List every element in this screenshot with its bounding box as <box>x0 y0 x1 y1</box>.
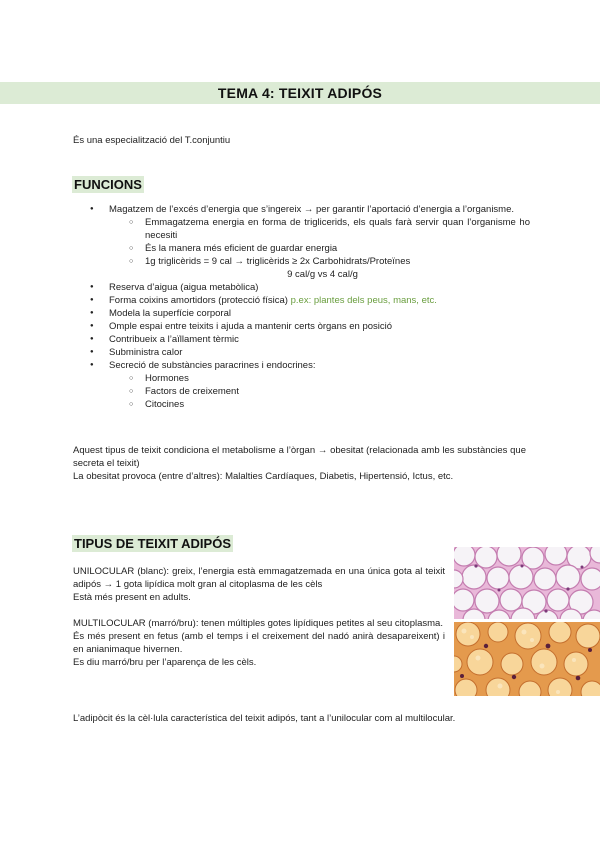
list-item: ● Forma coixins amortidors (protecció física) p.ex: plantes dels peus, mans, etc. <box>90 294 530 307</box>
multilocular-micrograph-image <box>454 622 600 696</box>
list-item: ● Reserva d’aigua (aigua metabòlica) <box>90 281 530 294</box>
sub-list <box>109 216 530 281</box>
sub-list-item: ○ Citocines <box>109 398 530 411</box>
sub-list-item: ○ 1g triglicèrids = 9 cal → triglicèrids ≥ 2x Carbohidrats/Proteïnes 9 cal/g vs 4 cal/g <box>109 255 530 281</box>
page-title: TEMA 4: TEIXIT ADIPÓS <box>0 82 600 104</box>
funcions-heading: FUNCIONS <box>74 177 142 192</box>
list-item: ● Contribueix a l’aïllament tèrmic <box>90 333 530 346</box>
metabolisme-paragraph: Aquest tipus de teixit condiciona el metabolisme a l’òrgan → obesitat (relacionada amb les substàncies que secreta el teixit) La obesitat provoca (entre d’altres): Malalties Cardíaques, Diabetis, Hipertensió, Ictus, etc. <box>73 445 526 482</box>
example-text: p.ex: plantes dels peus, mans, etc. <box>290 295 437 306</box>
list-item: ● Subministra calor <box>90 346 530 359</box>
sub-list-item: ○ Factors de creixement <box>109 385 530 398</box>
funcions-list <box>90 203 530 411</box>
list-item: ● Secreció de substàncies paracrines i endocrines: ○ Hormones ○ Factors de creixement ○ Citocines <box>90 359 530 411</box>
tipus-heading: TIPUS DE TEIXIT ADIPÓS <box>74 536 231 551</box>
sub-list-item: ○ Emmagatzema energia en forma de triglicerids, els quals farà servir quan l’organisme ho necesiti <box>109 216 530 242</box>
sub-list <box>109 372 530 411</box>
list-item: ● Omple espai entre teixits i ajuda a mantenir certs òrgans en posició <box>90 320 530 333</box>
final-paragraph: L’adipòcit és la cèl·lula característica del teixit adipós, tant a l’unilocular com al multilocular. <box>73 713 456 724</box>
list-item: ● Magatzem de l’excés d’energia que s’ingereix → per garantir l’aportació d’energia a l’organisme. ○ Emmagatzema energia en forma de triglicerids, els quals farà servir quan l’organisme ho necesiti ○ És la manera més eficient de guardar energia ○ 1g triglicèrids = 9 cal → triglicèrids ≥ 2x Carbohidrats/Proteïnes 9 cal/g vs 4 cal/g <box>90 203 530 281</box>
sub-list-item: ○ És la manera més eficient de guardar energia <box>109 242 530 255</box>
unilocular-micrograph-image <box>454 547 600 619</box>
sub-list-item: ○ Hormones <box>109 372 530 385</box>
intro-text: És una especialització del T.conjuntiu <box>73 135 231 146</box>
multilocular-paragraph: MULTILOCULAR (marró/bru): tenen múltiples gotes lipídiques petites al seu citoplasma. És més present en fetus (amb el temps i el creixement del nadó anirà desapareixent) i en anianimaque hivernen. Es diu marró/bru per l’aparença de les cèls. <box>73 618 445 668</box>
unilocular-paragraph: UNILOCULAR (blanc): greix, l’energia està emmagatzemada en una única gota al teixit adipós → 1 gota lipídica molt gran al citoplasma de les cèls Està més present en adults. <box>73 566 445 603</box>
list-item: ● Modela la superfície corporal <box>90 307 530 320</box>
